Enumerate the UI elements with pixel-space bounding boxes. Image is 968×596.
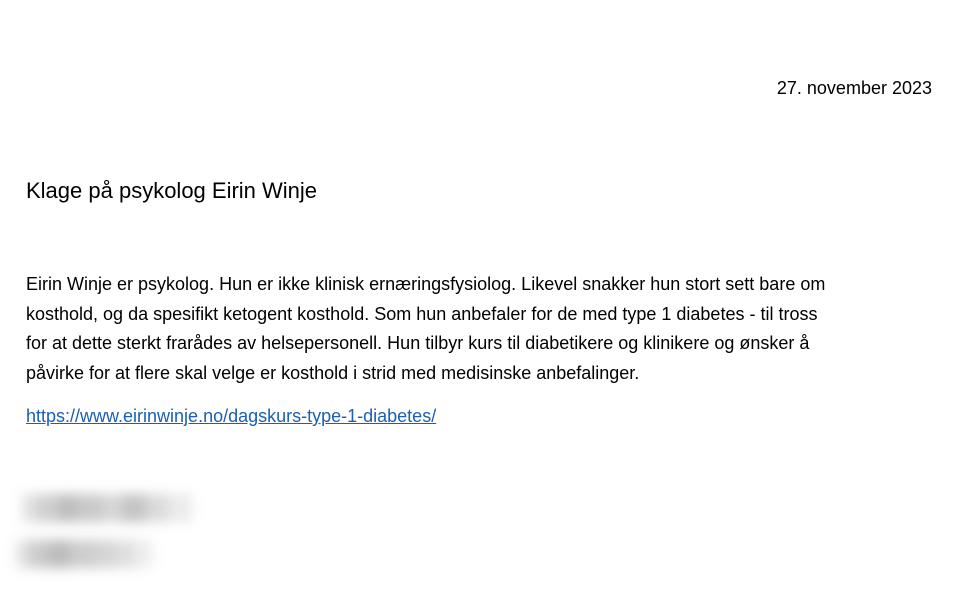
body-line: påvirke for at flere skal velge er kosthold i strid med medisinske anbefalinger. <box>26 362 640 383</box>
body-line: kosthold, og da spesifikt ketogent kosthold. Som hun anbefaler for de med type 1 diabetes - til tross <box>26 303 818 324</box>
letter-body <box>26 270 946 388</box>
letter-date: 27. november 2023 <box>776 78 932 98</box>
letter-title: Klage på psykolog Eirin Winje <box>26 178 318 203</box>
body-line: Eirin Winje er psykolog. Hun er ikke klinisk ernæringsfysiolog. Likevel snakker hun stort sett bare om <box>26 274 826 294</box>
body-line: for at dette sterkt frarådes av helsepersonell. Hun tilbyr kurs til diabetikere og klinikere og ønsker å <box>26 333 810 353</box>
redacted-signature-name <box>22 494 192 522</box>
course-link[interactable]: https://www.eirinwinje.no/dagskurs-type-1-diabetes/ <box>26 406 437 426</box>
redacted-signature-title <box>16 540 152 568</box>
